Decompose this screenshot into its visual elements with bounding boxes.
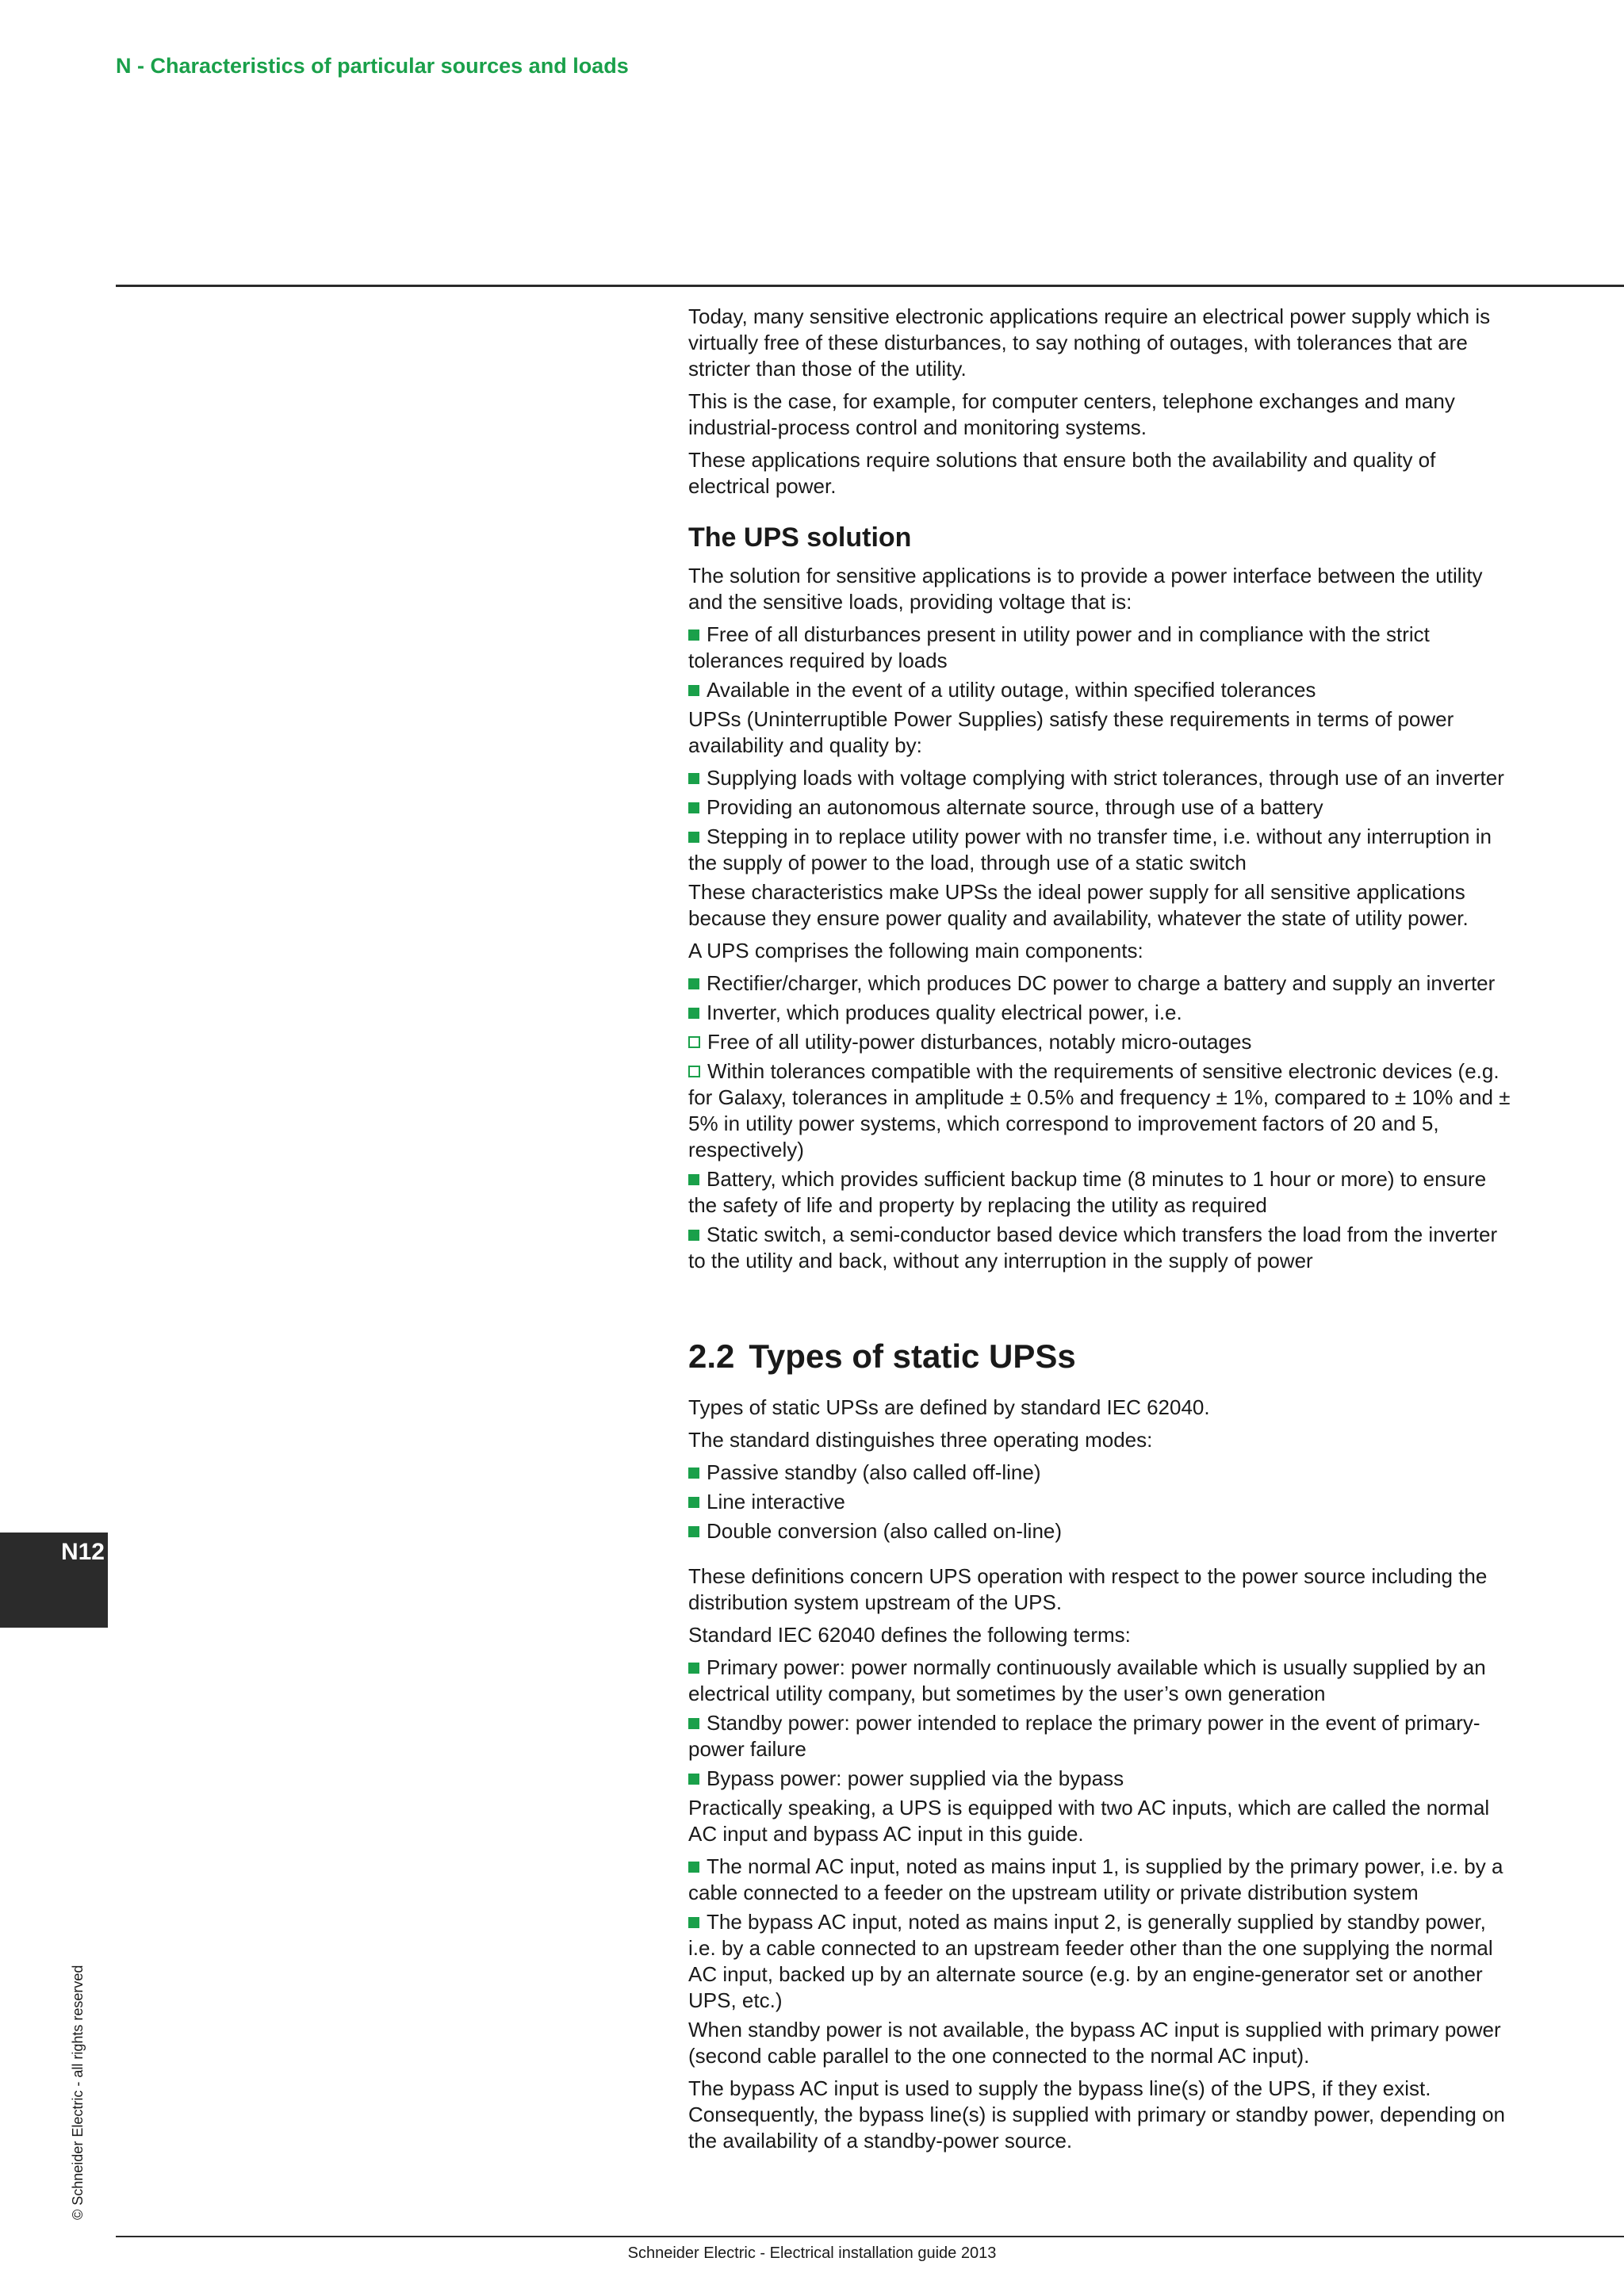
body-paragraph: When standby power is not available, the bypass AC input is supplied with primary power (second cable parallel to the one connected to the normal AC input). <box>688 2018 1501 2068</box>
list-item-text: The normal AC input, noted as mains input 1, is supplied by the primary power, i.e. by a cable connected to a feeder on the upstream utility or private distribution system <box>688 1854 1503 1904</box>
chapter-title: N - Characteristics of particular sources and loads <box>116 54 629 78</box>
page-number-tab <box>0 1533 108 1628</box>
list-item <box>688 970 1513 997</box>
section-title: Types of static UPSs <box>749 1337 1076 1375</box>
list-item-text: Rectifier/charger, which produces DC power to charge a battery and supply an inverter <box>707 971 1496 995</box>
body-paragraph: These definitions concern UPS operation with respect to the power source including the distribution system upstream of the UPS. <box>688 1564 1488 1614</box>
bullet-square-icon <box>688 978 699 989</box>
bullet-square-icon <box>688 1663 699 1674</box>
section-heading <box>688 1337 1513 1376</box>
list-item <box>688 1489 1513 1515</box>
list-item <box>688 1710 1513 1762</box>
list-item-text: Free of all disturbances present in utility power and in compliance with the strict tolerances required by loads <box>688 622 1430 672</box>
page-number: N12 <box>60 1539 105 1565</box>
bullet-square-icon <box>688 1174 699 1185</box>
body-paragraph: UPSs (Uninterruptible Power Supplies) satisfy these requirements in terms of power availability and quality by: <box>688 707 1454 757</box>
bullet-square-icon <box>688 832 699 843</box>
bullet-square-icon <box>688 1862 699 1873</box>
list-item-text: Standby power: power intended to replace the primary power in the event of primary-power failure <box>688 1711 1480 1761</box>
list-item-text: Double conversion (also called on-line) <box>707 1519 1063 1543</box>
bullet-square-icon <box>688 1917 699 1928</box>
open-bullet-square-icon <box>688 1066 700 1077</box>
body-paragraph: The bypass AC input is used to supply the bypass line(s) of the UPS, if they exist. Consequently, the bypass line(s) is supplied with primary or standby power, depending on the availability of a standby-power source. <box>688 2076 1505 2152</box>
bullet-square-icon <box>688 1230 699 1241</box>
body-paragraph: Practically speaking, a UPS is equipped with two AC inputs, which are called the normal AC input and bypass AC input in this guide. <box>688 1796 1490 1846</box>
sub-list-item <box>688 1029 1513 1055</box>
list-item-text: Available in the event of a utility outage, within specified tolerances <box>707 678 1316 702</box>
list-item <box>688 824 1513 876</box>
bullet-square-icon <box>688 773 699 784</box>
list-item <box>688 794 1513 821</box>
list-item-text: Inverter, which produces quality electrical power, i.e. <box>707 1001 1182 1024</box>
list-item-text: Line interactive <box>707 1490 845 1513</box>
list-item-text: Static switch, a semi-conductor based device which transfers the load from the inverter to the utility and back, without any interruption in the supply of power <box>688 1223 1498 1272</box>
intro-paragraph: This is the case, for example, for computer centers, telephone exchanges and many industrial-process control and monitoring systems. <box>688 389 1455 439</box>
intro-paragraph: These applications require solutions that ensure both the availability and quality of electrical power. <box>688 448 1436 498</box>
list-item <box>688 1766 1513 1792</box>
body-paragraph: These characteristics make UPSs the ideal power supply for all sensitive applications because they ensure power quality and availability, whatever the state of utility power. <box>688 880 1469 930</box>
list-item-text: Bypass power: power supplied via the bypass <box>707 1766 1124 1790</box>
intro-paragraph: Today, many sensitive electronic applications require an electrical power supply which is virtually free of these disturbances, to say nothing of outages, with tolerances that are stricter than those of the utility. <box>688 304 1491 381</box>
list-item <box>688 1460 1513 1486</box>
bottom-divider <box>116 2236 1624 2237</box>
bullet-square-icon <box>688 1497 699 1508</box>
bullet-square-icon <box>688 1468 699 1479</box>
list-item <box>688 1166 1513 1219</box>
list-item <box>688 1000 1513 1026</box>
main-content <box>688 304 1513 2160</box>
bullet-square-icon <box>688 1526 699 1537</box>
list-item-text: Providing an autonomous alternate source, through use of a battery <box>707 795 1323 819</box>
ups-solution-heading: The UPS solution <box>688 522 912 553</box>
bullet-square-icon <box>688 802 699 813</box>
page-footer: Schneider Electric - Electrical installation guide 2013 <box>627 2244 997 2262</box>
open-bullet-square-icon <box>688 1036 700 1048</box>
body-paragraph: Standard IEC 62040 defines the following terms: <box>688 1623 1131 1647</box>
body-paragraph: Types of static UPSs are defined by standard IEC 62040. <box>688 1395 1210 1419</box>
list-item-text: Free of all utility-power disturbances, notably micro-outages <box>707 1030 1252 1054</box>
bullet-square-icon <box>688 1774 699 1785</box>
list-item-text: Supplying loads with voltage complying with strict tolerances, through use of an inverter <box>707 766 1504 790</box>
list-item <box>688 765 1513 791</box>
body-paragraph: A UPS comprises the following main components: <box>688 939 1143 962</box>
copyright-notice: © Schneider Electric - all rights reserved <box>70 1965 86 2220</box>
list-item <box>688 1518 1513 1544</box>
list-item <box>688 1655 1513 1707</box>
bullet-square-icon <box>688 1718 699 1729</box>
list-item-text: Within tolerances compatible with the requirements of sensitive electronic devices (e.g. for Galaxy, tolerances in amplitude ± 0.5% and frequency ± 1%, compared to ± 10% and ± 5% in utility power systems, which correspond to improvement factors of 20 and 5, respectively) <box>688 1059 1511 1161</box>
sub-list-item <box>688 1058 1513 1163</box>
bullet-square-icon <box>688 629 699 641</box>
list-item-text: Primary power: power normally continuously available which is usually supplied by an electrical utility company, but sometimes by the user’s own generation <box>688 1655 1486 1705</box>
section-number: 2.2 <box>688 1337 735 1375</box>
top-divider <box>116 285 1624 287</box>
list-item <box>688 677 1513 703</box>
list-item <box>688 1909 1513 2014</box>
list-item-text: Stepping in to replace utility power with no transfer time, i.e. without any interruption in the supply of power to the load, through use of a static switch <box>688 825 1492 874</box>
list-item-text: Passive standby (also called off-line) <box>707 1460 1041 1484</box>
list-item <box>688 622 1513 674</box>
list-item <box>688 1222 1513 1274</box>
list-item <box>688 1854 1513 1906</box>
list-item-text: Battery, which provides sufficient backup time (8 minutes to 1 hour or more) to ensure the safety of life and property by replacing the utility as required <box>688 1167 1487 1217</box>
body-paragraph: The solution for sensitive applications is to provide a power interface between the utility and the sensitive loads, providing voltage that is: <box>688 564 1483 614</box>
bullet-square-icon <box>688 1008 699 1019</box>
bullet-square-icon <box>688 685 699 696</box>
body-paragraph: The standard distinguishes three operating modes: <box>688 1428 1153 1452</box>
list-item-text: The bypass AC input, noted as mains input 2, is generally supplied by standby power, i.e. by a cable connected to an upstream feeder other than the one supplying the normal AC input, backed up by an alternate source (e.g. by an engine-generator set or another UPS, etc.) <box>688 1910 1493 2012</box>
